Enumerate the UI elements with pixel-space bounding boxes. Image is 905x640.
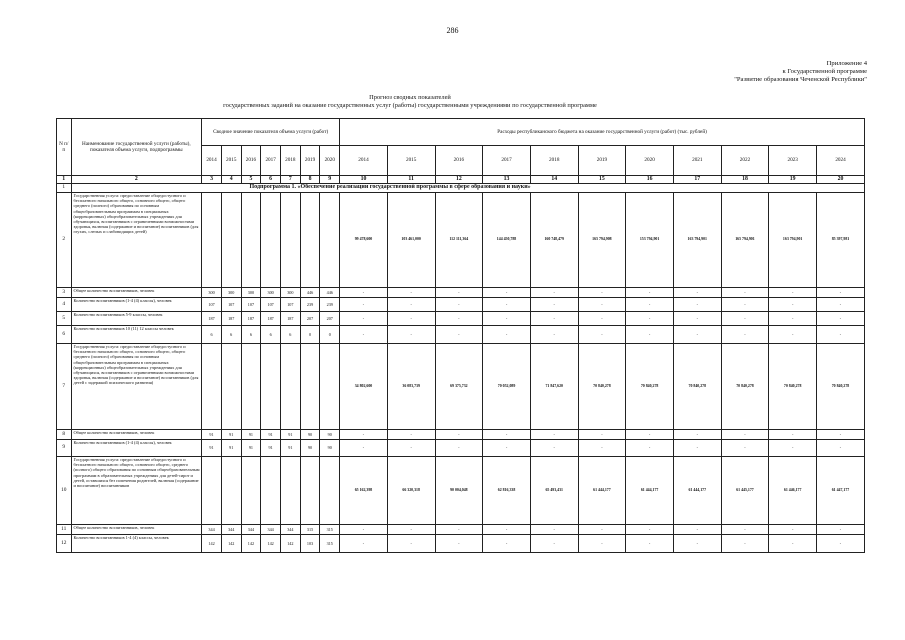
volume-cell: 0 xyxy=(300,326,320,344)
expense-cell: - xyxy=(483,535,531,553)
expense-cell: - xyxy=(626,430,674,440)
volume-cell: 142 xyxy=(241,535,261,553)
header-volume: Сводное значение показателя объема услуги (работ) xyxy=(202,119,340,146)
document-title xyxy=(100,94,720,110)
table-row xyxy=(57,298,865,312)
volume-cell xyxy=(202,457,222,525)
row-name: Количество воспитанников (1-4 (4) классы), человек xyxy=(71,440,202,457)
volume-cell: 300 xyxy=(280,288,300,298)
volume-year-header: 2019 xyxy=(300,146,320,176)
expense-cell: - xyxy=(340,326,388,344)
volume-cell xyxy=(261,344,281,430)
expense-cell: - xyxy=(626,525,674,535)
expense-cell: 61 444,177 xyxy=(578,457,626,525)
volume-cell: 107 xyxy=(261,298,281,312)
expense-cell: - xyxy=(483,288,531,298)
expense-cell: - xyxy=(626,298,674,312)
expense-cell: - xyxy=(578,525,626,535)
row-number: 9 xyxy=(57,440,72,457)
expense-cell: - xyxy=(435,326,483,344)
expense-cell: - xyxy=(435,288,483,298)
row-name: Общее количество воспитанников, человек xyxy=(71,525,202,535)
volume-cell: 91 xyxy=(280,440,300,457)
volume-cell xyxy=(320,344,340,430)
expense-cell: - xyxy=(483,312,531,326)
volume-cell: 187 xyxy=(221,312,241,326)
column-number: 3 xyxy=(202,176,222,184)
volume-cell: 107 xyxy=(221,298,241,312)
appendix-line-3: "Развитие образования Чеченской Республики" xyxy=(734,76,867,84)
expense-cell: 70 840,278 xyxy=(673,344,721,430)
volume-cell xyxy=(320,457,340,525)
expense-cell: - xyxy=(340,312,388,326)
expense-cell: - xyxy=(769,288,817,298)
expense-cell: - xyxy=(387,312,435,326)
row-name: Общее количество воспитанников, человек xyxy=(71,288,202,298)
row-name: Государственная услуга: предоставление общедоступного и бесплатного начального общего, основного общего, среднего (полного) общего образования по основным общеобразовательным программам в образовательных учреждениях для детей-сирот и детей, оставшихся без попечения родителей, включая (содержание и воспитание) воспитанников xyxy=(71,457,202,525)
expense-cell: 61 444,177 xyxy=(626,457,674,525)
row-name: Количество воспитанников 1-4 (4) классы, человек xyxy=(71,535,202,553)
subprogram-row xyxy=(57,184,865,193)
expense-cell: - xyxy=(578,326,626,344)
volume-cell: 90 xyxy=(320,440,340,457)
expense-cell: - xyxy=(387,288,435,298)
expense-cell: - xyxy=(483,440,531,457)
volume-cell: 187 xyxy=(261,312,281,326)
expense-cell: - xyxy=(530,525,578,535)
column-number: 10 xyxy=(340,176,388,184)
expense-cell: - xyxy=(721,312,769,326)
volume-cell xyxy=(300,193,320,288)
volume-cell: 91 xyxy=(280,430,300,440)
volume-cell xyxy=(280,457,300,525)
volume-cell xyxy=(300,344,320,430)
expense-cell: 62 816,338 xyxy=(483,457,531,525)
volume-cell xyxy=(261,457,281,525)
volume-cell: 91 xyxy=(241,440,261,457)
expense-year-header: 2022 xyxy=(721,146,769,176)
expense-year-header: 2024 xyxy=(817,146,865,176)
volume-cell: 6 xyxy=(261,326,281,344)
column-number: 17 xyxy=(673,176,721,184)
appendix-line-2: к Государственной программе xyxy=(782,68,867,76)
volume-cell: 91 xyxy=(261,430,281,440)
volume-cell: 344 xyxy=(202,525,222,535)
volume-cell: 239 xyxy=(320,298,340,312)
volume-cell xyxy=(241,193,261,288)
expense-cell: 85 397,981 xyxy=(817,193,865,288)
volume-cell xyxy=(221,193,241,288)
volume-cell: 142 xyxy=(261,535,281,553)
volume-cell xyxy=(202,193,222,288)
expense-cell: - xyxy=(530,440,578,457)
row-number: 2 xyxy=(57,193,72,288)
volume-cell: 142 xyxy=(221,535,241,553)
volume-cell xyxy=(300,457,320,525)
volume-cell: 315 xyxy=(300,525,320,535)
expense-year-header: 2021 xyxy=(673,146,721,176)
column-number: 6 xyxy=(261,176,281,184)
column-number: 1 xyxy=(57,176,72,184)
expense-cell: 34 802,600 xyxy=(340,344,388,430)
expense-cell: - xyxy=(817,430,865,440)
expense-cell: - xyxy=(578,430,626,440)
row-number: 4 xyxy=(57,298,72,312)
column-number: 8 xyxy=(300,176,320,184)
volume-cell: 207 xyxy=(320,312,340,326)
expense-cell: - xyxy=(721,430,769,440)
expense-cell: - xyxy=(483,525,531,535)
row-number: 12 xyxy=(57,535,72,553)
expense-year-header: 2018 xyxy=(530,146,578,176)
row-name: Государственная услуга: предоставление общедоступного и бесплатного начального общего, основного общего, общего среднего (полного) образования по основным общеобразовательным программам в специальных (коррекционных) общеобразовательных учреждениях для обучающихся, воспитанников с ограниченными возможностями здоровья, включая (содержание и воспитание) воспитанников (для детей с задержкой психического развития) xyxy=(71,344,202,430)
expense-cell: - xyxy=(626,535,674,553)
volume-cell: 6 xyxy=(241,326,261,344)
row-name: Количество воспитанников 10 (11) 12 классы человек xyxy=(71,326,202,344)
expense-cell: - xyxy=(578,298,626,312)
expense-cell: - xyxy=(721,298,769,312)
expense-cell: - xyxy=(530,312,578,326)
row-number: 8 xyxy=(57,430,72,440)
volume-cell: 6 xyxy=(280,326,300,344)
expense-cell: - xyxy=(387,525,435,535)
expense-cell: 69 375,732 xyxy=(435,344,483,430)
volume-cell xyxy=(261,193,281,288)
expense-cell: 70 840,278 xyxy=(817,344,865,430)
table-row xyxy=(57,535,865,553)
expense-cell: 70 840,278 xyxy=(721,344,769,430)
table-row xyxy=(57,430,865,440)
volume-cell: 300 xyxy=(202,288,222,298)
expense-cell: - xyxy=(769,535,817,553)
expense-cell: - xyxy=(721,288,769,298)
expense-cell: - xyxy=(387,535,435,553)
expense-cell: 165 794,901 xyxy=(721,193,769,288)
expense-cell: - xyxy=(483,326,531,344)
volume-cell: 107 xyxy=(241,298,261,312)
row-number: 11 xyxy=(57,525,72,535)
header-name: Наименование государственной услуги (работы), показателя объема услуги, подпрограммы xyxy=(71,119,202,176)
expense-cell: 163 794,901 xyxy=(769,193,817,288)
expense-cell: - xyxy=(340,288,388,298)
expense-cell: - xyxy=(340,430,388,440)
expense-cell: - xyxy=(530,288,578,298)
volume-cell: 90 xyxy=(300,440,320,457)
expense-cell: - xyxy=(435,312,483,326)
expense-cell: - xyxy=(721,535,769,553)
expense-cell: - xyxy=(626,312,674,326)
column-number: 13 xyxy=(483,176,531,184)
volume-cell xyxy=(221,457,241,525)
volume-cell: 446 xyxy=(320,288,340,298)
title-line-1: Прогноз сводных показателей xyxy=(369,94,451,101)
expense-cell: 112 111,364 xyxy=(435,193,483,288)
expense-cell: 61 446,177 xyxy=(769,457,817,525)
expense-cell: 103 461,000 xyxy=(387,193,435,288)
expense-cell: - xyxy=(769,298,817,312)
volume-cell xyxy=(221,344,241,430)
expense-cell: 61 445,177 xyxy=(721,457,769,525)
expense-cell: - xyxy=(817,525,865,535)
expense-cell: - xyxy=(817,440,865,457)
expense-cell: - xyxy=(340,298,388,312)
expense-cell: - xyxy=(769,525,817,535)
forecast-table xyxy=(56,118,865,553)
expense-cell: - xyxy=(340,535,388,553)
volume-year-header: 2016 xyxy=(241,146,261,176)
column-number: 2 xyxy=(71,176,202,184)
volume-cell: 91 xyxy=(202,440,222,457)
expense-year-header: 2016 xyxy=(435,146,483,176)
expense-cell: - xyxy=(817,535,865,553)
expense-year-header: 2014 xyxy=(340,146,388,176)
volume-cell xyxy=(280,344,300,430)
expense-cell: 90 004,048 xyxy=(435,457,483,525)
expense-cell: - xyxy=(817,298,865,312)
expense-cell: - xyxy=(626,288,674,298)
expense-cell: - xyxy=(817,326,865,344)
row-number: 3 xyxy=(57,288,72,298)
expense-cell: - xyxy=(578,440,626,457)
volume-cell: 300 xyxy=(261,288,281,298)
expense-cell: - xyxy=(769,326,817,344)
expense-cell: - xyxy=(673,288,721,298)
volume-cell: 344 xyxy=(261,525,281,535)
volume-cell: 300 xyxy=(241,288,261,298)
table-row xyxy=(57,525,865,535)
volume-year-header: 2017 xyxy=(261,146,281,176)
column-number: 4 xyxy=(221,176,241,184)
expense-cell: 70 840,278 xyxy=(626,344,674,430)
expense-cell: 70 840,278 xyxy=(578,344,626,430)
expense-cell: 66 320,318 xyxy=(387,457,435,525)
expense-cell: - xyxy=(673,525,721,535)
expense-cell: - xyxy=(769,430,817,440)
expense-cell: - xyxy=(673,440,721,457)
expense-cell: - xyxy=(435,440,483,457)
table-row xyxy=(57,457,865,525)
column-number: 12 xyxy=(435,176,483,184)
table-row xyxy=(57,326,865,344)
row-number: 1 xyxy=(57,184,72,193)
column-number: 7 xyxy=(280,176,300,184)
table-row xyxy=(57,344,865,430)
expense-cell: - xyxy=(578,288,626,298)
header-n: N п/п xyxy=(57,119,72,176)
volume-cell: 344 xyxy=(280,525,300,535)
subprogram-title: Подпрограмма 1. «Обеспечение реализации государственной программы в сфере образования и науки» xyxy=(71,184,864,193)
expense-cell: 163 794,901 xyxy=(673,193,721,288)
expense-cell: 153 794,901 xyxy=(626,193,674,288)
expense-year-header: 2019 xyxy=(578,146,626,176)
expense-year-header: 2017 xyxy=(483,146,531,176)
expense-cell: - xyxy=(673,326,721,344)
volume-cell: 90 xyxy=(300,430,320,440)
volume-cell: 207 xyxy=(300,312,320,326)
expense-cell: - xyxy=(673,312,721,326)
row-number: 6 xyxy=(57,326,72,344)
volume-cell: 187 xyxy=(202,312,222,326)
row-name: Количество воспитанников 5-9 классы, человек xyxy=(71,312,202,326)
volume-cell: 91 xyxy=(202,430,222,440)
volume-cell: 103 xyxy=(300,535,320,553)
volume-cell: 0 xyxy=(320,326,340,344)
expense-cell: - xyxy=(578,312,626,326)
row-name: Общее количество воспитанников, человек xyxy=(71,430,202,440)
column-number: 14 xyxy=(530,176,578,184)
expense-cell: 70 052,089 xyxy=(483,344,531,430)
expense-year-header: 2015 xyxy=(387,146,435,176)
volume-cell: 6 xyxy=(202,326,222,344)
header-expense: Расходы республиканского бюджета на оказание государственной услуги (работ) (тыс. рублей) xyxy=(340,119,865,146)
expense-cell: 61 447,177 xyxy=(817,457,865,525)
volume-cell: 239 xyxy=(300,298,320,312)
volume-year-header: 2015 xyxy=(221,146,241,176)
expense-cell: 144 450,788 xyxy=(483,193,531,288)
volume-cell: 91 xyxy=(261,440,281,457)
row-number: 7 xyxy=(57,344,72,430)
volume-cell: 187 xyxy=(241,312,261,326)
volume-cell xyxy=(241,344,261,430)
volume-cell: 344 xyxy=(221,525,241,535)
row-name: Государственная услуга: предоставление общедоступного и бесплатного начального общего, основного общего, общего среднего (полного) образования по основным общеобразовательным программам в специальных (коррекционных) общеобразовательных учреждениях для обучающихся, воспитанников с ограниченными возможностями здоровья, включая (содержание и воспитание) воспитанников (для глухих, слепых и слабовидящих детей) xyxy=(71,193,202,288)
column-number: 15 xyxy=(578,176,626,184)
table-row xyxy=(57,193,865,288)
expense-cell: 165 794,908 xyxy=(578,193,626,288)
expense-cell: 99 478,600 xyxy=(340,193,388,288)
expense-cell: 71 847,620 xyxy=(530,344,578,430)
volume-cell: 107 xyxy=(202,298,222,312)
expense-cell: - xyxy=(817,312,865,326)
expense-cell: - xyxy=(530,430,578,440)
appendix-line-1: Приложение 4 xyxy=(826,60,867,67)
row-number: 5 xyxy=(57,312,72,326)
expense-cell: 70 840,278 xyxy=(769,344,817,430)
volume-cell: 300 xyxy=(221,288,241,298)
title-line-2: государственных заданий на оказание государственных услуг (работы) государственными учреждениями по государственной программе xyxy=(223,101,597,109)
expense-cell: - xyxy=(435,298,483,312)
volume-cell: 315 xyxy=(320,535,340,553)
expense-cell: - xyxy=(435,525,483,535)
volume-cell: 142 xyxy=(202,535,222,553)
expense-cell: 36 083,739 xyxy=(387,344,435,430)
expense-cell: - xyxy=(673,430,721,440)
expense-cell: - xyxy=(769,440,817,457)
appendix-note xyxy=(734,60,867,85)
volume-cell: 142 xyxy=(280,535,300,553)
table-row xyxy=(57,440,865,457)
volume-cell: 107 xyxy=(280,298,300,312)
expense-cell: - xyxy=(530,298,578,312)
expense-cell: - xyxy=(769,312,817,326)
expense-cell: - xyxy=(721,525,769,535)
expense-year-header: 2023 xyxy=(769,146,817,176)
volume-cell: 91 xyxy=(241,430,261,440)
expense-cell: - xyxy=(483,298,531,312)
column-number: 11 xyxy=(387,176,435,184)
expense-cell: - xyxy=(578,535,626,553)
expense-cell: 65 493,431 xyxy=(530,457,578,525)
volume-cell: 91 xyxy=(221,430,241,440)
volume-cell: 344 xyxy=(241,525,261,535)
volume-year-header: 2014 xyxy=(202,146,222,176)
volume-cell xyxy=(202,344,222,430)
volume-cell: 6 xyxy=(221,326,241,344)
column-number: 18 xyxy=(721,176,769,184)
expense-cell: - xyxy=(387,430,435,440)
row-number: 10 xyxy=(57,457,72,525)
column-number: 5 xyxy=(241,176,261,184)
expense-cell: - xyxy=(387,326,435,344)
volume-cell: 187 xyxy=(280,312,300,326)
expense-cell: - xyxy=(673,535,721,553)
column-number: 16 xyxy=(626,176,674,184)
volume-year-header: 2020 xyxy=(320,146,340,176)
table-row xyxy=(57,312,865,326)
expense-cell: - xyxy=(340,440,388,457)
page-number: 286 xyxy=(446,26,459,35)
volume-cell: 315 xyxy=(320,525,340,535)
expense-cell: - xyxy=(483,430,531,440)
expense-cell: - xyxy=(435,535,483,553)
volume-cell: 90 xyxy=(320,430,340,440)
expense-cell: 61 444,177 xyxy=(673,457,721,525)
expense-cell: - xyxy=(387,440,435,457)
volume-cell: 91 xyxy=(221,440,241,457)
expense-cell: - xyxy=(673,298,721,312)
table-row xyxy=(57,288,865,298)
column-number: 9 xyxy=(320,176,340,184)
expense-cell: - xyxy=(387,298,435,312)
expense-cell: - xyxy=(817,288,865,298)
volume-cell xyxy=(280,193,300,288)
expense-cell: - xyxy=(435,430,483,440)
expense-cell: - xyxy=(626,326,674,344)
expense-cell: - xyxy=(530,535,578,553)
expense-cell: - xyxy=(626,440,674,457)
column-number: 20 xyxy=(817,176,865,184)
expense-cell: - xyxy=(340,525,388,535)
volume-cell xyxy=(320,193,340,288)
volume-year-header: 2018 xyxy=(280,146,300,176)
expense-cell: 65 162,398 xyxy=(340,457,388,525)
expense-cell: 160 748,479 xyxy=(530,193,578,288)
expense-cell: - xyxy=(530,326,578,344)
expense-cell: - xyxy=(721,440,769,457)
row-name: Количество воспитанников (1-4 (4) классы), человек xyxy=(71,298,202,312)
column-number: 19 xyxy=(769,176,817,184)
volume-cell xyxy=(241,457,261,525)
volume-cell: 446 xyxy=(300,288,320,298)
expense-year-header: 2020 xyxy=(626,146,674,176)
expense-cell: - xyxy=(721,326,769,344)
